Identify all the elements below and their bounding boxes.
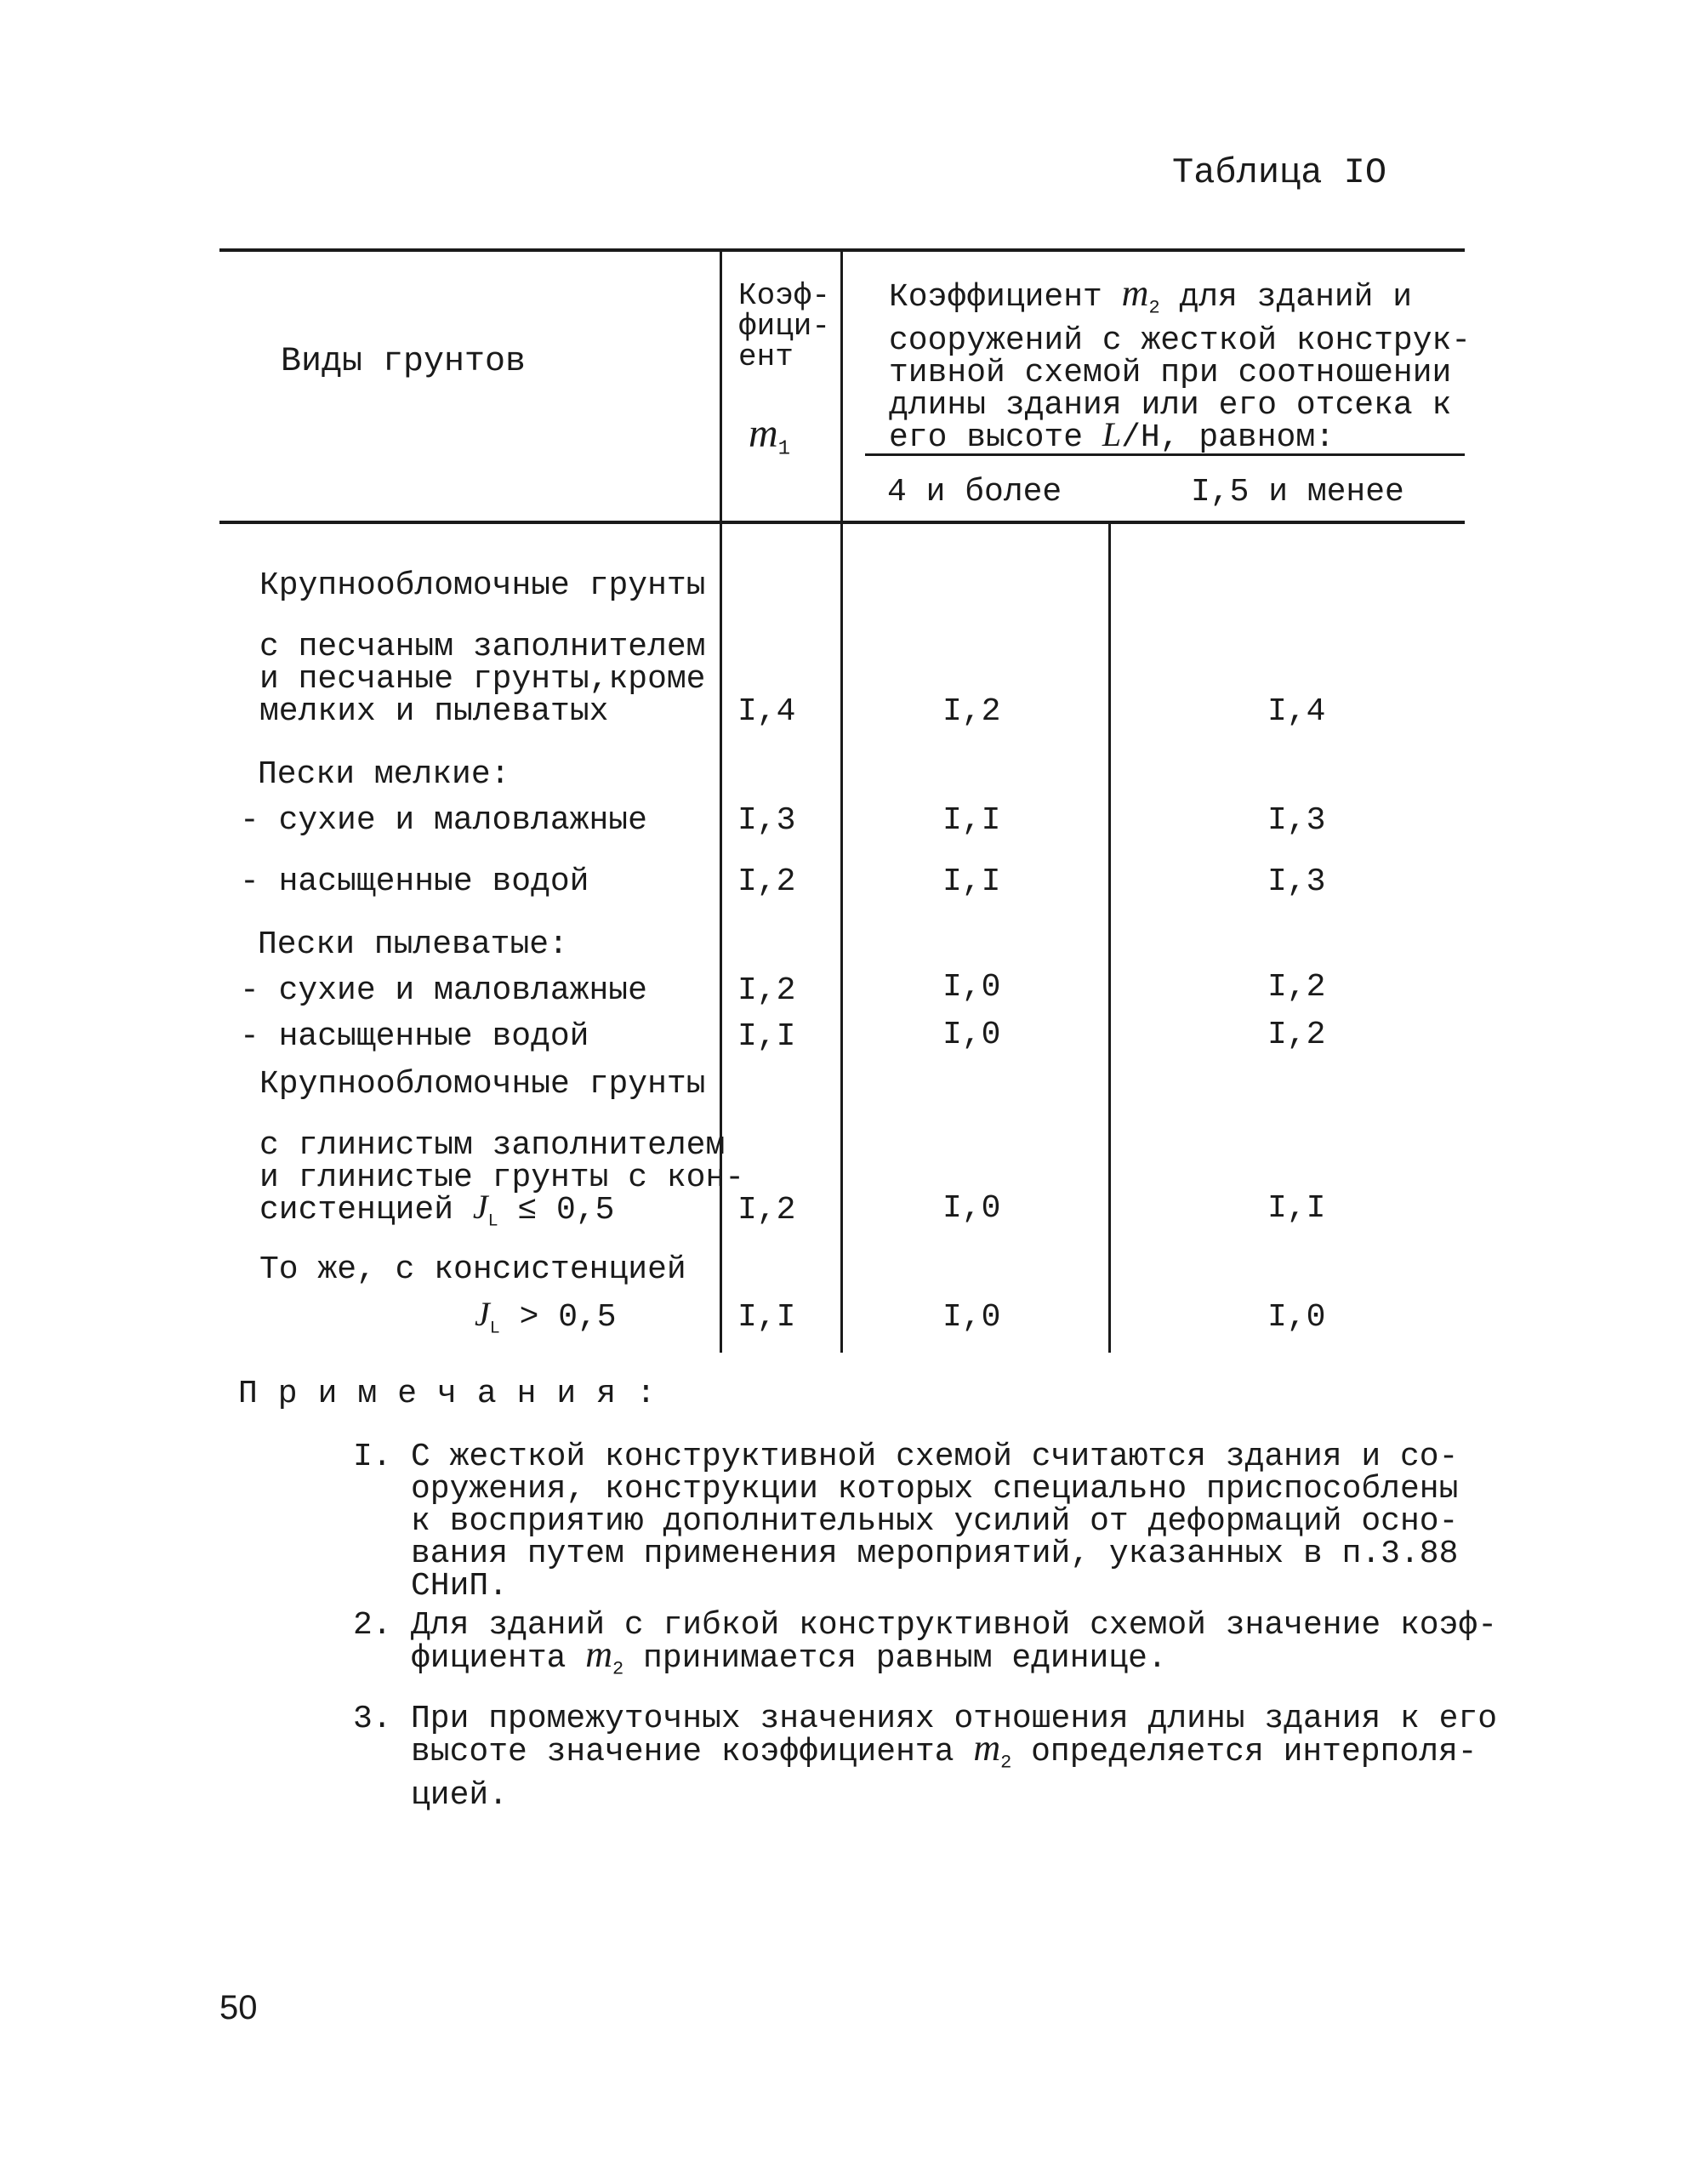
row-label-coarse-1: Крупнообломочные грунты	[259, 567, 706, 604]
note-3-number: 3.	[353, 1701, 392, 1737]
note-2-number: 2.	[353, 1607, 392, 1644]
cell-v4-row1: I,2	[942, 693, 1001, 730]
cell-m1-row9: I,2	[737, 1192, 796, 1228]
table-title: Таблица IO	[1172, 152, 1387, 193]
note-3-text: При промежуточных значениях отношения длины здания к его высоте значение коэффициента $m_2$ определяется интерполя- цией.	[411, 1701, 1498, 1814]
cell-m1-row3: I,3	[737, 802, 796, 839]
notes-title: Примечания:	[238, 1376, 676, 1412]
cell-v4-row3: I,I	[942, 802, 1001, 839]
row-label-sand-filler: с песчаным заполнителем и песчаные грунты,кроме мелких и пылеватых	[259, 629, 706, 730]
row-label-clay-filler: с глинистым заполнителем и глинистые грунты с кон- систенцией $J_L \le 0,5$	[259, 1127, 745, 1232]
row-label-fine-saturated: - насыщенные водой	[240, 863, 589, 900]
header-soil-types: Виды грунтов	[281, 343, 527, 381]
cell-v15-row7: I,2	[1267, 1017, 1326, 1053]
cell-v15-row3: I,3	[1267, 802, 1326, 839]
row-label-silty-saturated: - насыщенные водой	[240, 1018, 589, 1055]
cell-v15-row6: I,2	[1267, 969, 1326, 1006]
cell-m1-row1: I,4	[737, 693, 796, 730]
cell-m1-row7: I,I	[737, 1018, 796, 1055]
cell-v4-row7: I,0	[942, 1017, 1001, 1053]
cell-v15-row4: I,3	[1267, 863, 1326, 900]
row-label-same-consistency: То же, с консистенцией	[259, 1251, 686, 1288]
header-sub-4-more: 4 и более	[887, 474, 1062, 510]
note-1-number: I.	[353, 1439, 392, 1475]
row-label-silty-dry: - сухие и маловлажные	[240, 972, 647, 1009]
cell-m1-row11: I,I	[737, 1299, 796, 1336]
cell-m1-row6: I,2	[737, 972, 796, 1009]
cell-m1-row4: I,2	[737, 863, 796, 900]
cell-v4-row4: I,I	[942, 863, 1001, 900]
cell-v15-row11: I,0	[1267, 1299, 1326, 1336]
row-label-coarse-2: Крупнообломочные грунты	[259, 1066, 706, 1103]
row-label-fine-dry: - сухие и маловлажные	[240, 802, 647, 839]
row-label-consistency-gt: $J_L > 0,5$	[475, 1295, 617, 1339]
header-m1-symbol: $m_1$	[749, 411, 791, 461]
row-label-silty-sands: Пески пылеватые:	[258, 926, 568, 963]
header-m1-label: Коэф- фици- ент	[738, 278, 831, 374]
cell-v4-row11: I,0	[942, 1299, 1001, 1336]
col-divider-2	[840, 248, 843, 1353]
cell-v15-row1: I,4	[1267, 693, 1326, 730]
page-number: 50	[219, 1989, 258, 2026]
cell-v15-row9: I,I	[1267, 1190, 1326, 1227]
header-m2-label: Коэффициент $m_2$ для зданий и сооружений с жесткой конструк- тивной схемой при соотношении длины здания или его отсека к его высоте L/H, равном:	[889, 272, 1472, 456]
col-divider-3	[1108, 522, 1111, 1353]
note-2-text: Для зданий с гибкой конструктивной схемой значение коэф- фициента $m_2$ принимается равным единице.	[411, 1607, 1498, 1680]
note-1-text: С жесткой конструктивной схемой считаются здания и со- оружения, конструкции которых специально приспособлены к восприятию дополнительных усилий от деформаций осно- вания путем применения мероприятий, указанных в п.3.88 СНиП.	[411, 1439, 1459, 1604]
header-sub-15-less: I,5 и менее	[1191, 474, 1404, 510]
row-label-fine-sands: Пески мелкие:	[258, 756, 510, 793]
cell-v4-row6: I,0	[942, 969, 1001, 1006]
cell-v4-row9: I,0	[942, 1190, 1001, 1227]
